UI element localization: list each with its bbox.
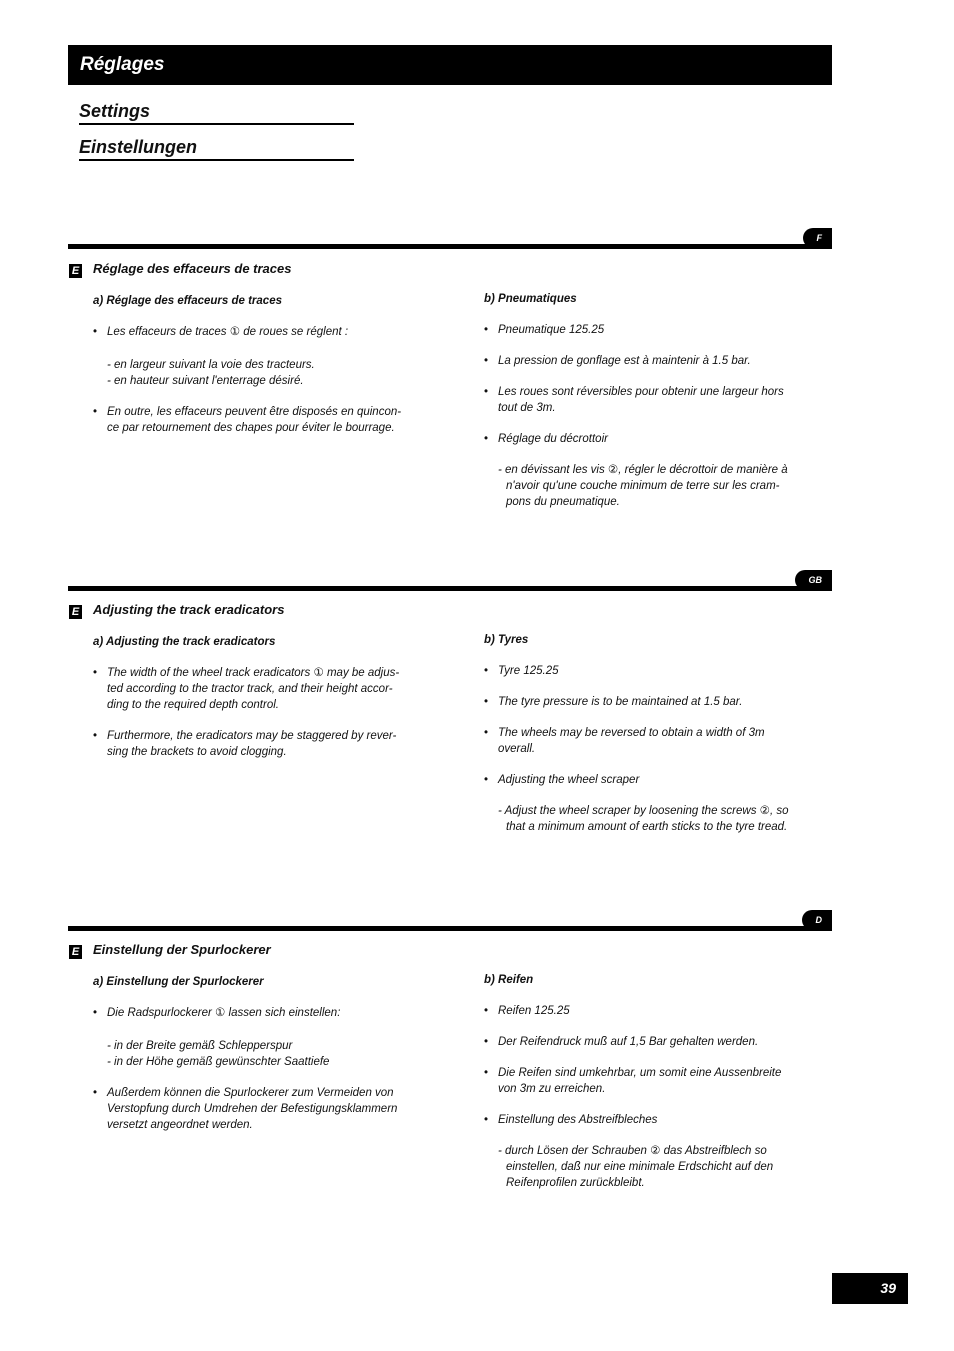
section-rule	[68, 926, 832, 931]
sub-heading: a) Einstellung der Spurlockerer	[93, 976, 264, 988]
sub-heading: b) Pneumatiques	[484, 293, 577, 305]
left-column	[93, 634, 423, 760]
section-marker: E	[69, 945, 82, 959]
dash-list: - en largeur suivant la voie des tracteurs. - en hauteur suivant l'enterrage désiré.	[107, 359, 315, 387]
list-item: • Tyre 125.25	[484, 663, 824, 679]
list-item: • Les effaceurs de traces ① de roues se réglent :	[93, 324, 423, 340]
list-item: • Adjusting the wheel scraper	[484, 772, 824, 788]
list-item: • The width of the wheel track eradicators ① may be adjus- ted according to the tractor track, and their height accor- ding to the required depth control.	[93, 665, 423, 713]
dash-list: - en dévissant les vis ②, régler le décrottoir de manière à n'avoir qu'une couche minimum de terre sur les cram- pons du pneumatique.	[498, 464, 788, 508]
list-item: • Réglage du décrottoir	[484, 431, 824, 447]
list-item: • The tyre pressure is to be maintained at 1.5 bar.	[484, 694, 824, 710]
right-column	[484, 972, 824, 1191]
sub-heading: b) Tyres	[484, 634, 529, 646]
section-heading: Réglage des effaceurs de traces	[93, 261, 292, 276]
list-item: • Les roues sont réversibles pour obtenir une largeur hors tout de 3m.	[484, 384, 824, 416]
section-rule	[68, 244, 832, 249]
page-number: 39	[832, 1273, 908, 1304]
section-rule	[68, 586, 832, 591]
list-item: • Der Reifendruck muß auf 1,5 Bar gehalten werden.	[484, 1034, 824, 1050]
section-marker: E	[69, 264, 82, 278]
sub-heading: a) Réglage des effaceurs de traces	[93, 295, 282, 307]
section-heading: Adjusting the track eradicators	[93, 602, 285, 617]
left-column	[93, 293, 423, 436]
right-column	[484, 291, 824, 510]
list-item: • The wheels may be reversed to obtain a width of 3m overall.	[484, 725, 824, 757]
list-item: • Die Radspurlockerer ① lassen sich einstellen:	[93, 1005, 423, 1021]
sub-heading: a) Adjusting the track eradicators	[93, 636, 276, 648]
list-item: • Außerdem können die Spurlockerer zum Vermeiden von Verstopfung durch Umdrehen der Befestigungsklammern versetzt angeordnet werden.	[93, 1085, 423, 1133]
list-item: • Die Reifen sind umkehrbar, um somit eine Aussenbreite von 3m zu erreichen.	[484, 1065, 824, 1097]
dash-list: - durch Lösen der Schrauben ② das Abstreifblech so einstellen, daß nur eine minimale Erdschicht auf den Reifenprofilen zurückbleibt.	[498, 1145, 774, 1189]
section-heading: Einstellung der Spurlockerer	[93, 942, 271, 957]
sub-heading: b) Reifen	[484, 974, 534, 986]
section-marker: E	[69, 605, 82, 619]
subtitle-einstellungen: Einstellungen	[79, 136, 354, 161]
title-bar	[68, 45, 832, 85]
left-column	[93, 974, 423, 1133]
list-item: • En outre, les effaceurs peuvent être disposés en quincon- ce par retournement des chapes pour éviter le bourrage.	[93, 404, 423, 436]
list-item: • Pneumatique 125.25	[484, 322, 824, 338]
dash-list: - Adjust the wheel scraper by loosening the screws ②, so that a minimum amount of earth sticks to the tyre tread.	[498, 805, 789, 833]
right-column	[484, 632, 824, 835]
language-badge: D	[802, 910, 833, 930]
list-item: • Einstellung des Abstreifbleches	[484, 1112, 824, 1128]
list-item: • Furthermore, the eradicators may be staggered by rever- sing the brackets to avoid clogging.	[93, 728, 423, 760]
page-title: Réglages	[80, 54, 165, 75]
dash-list: - in der Breite gemäß Schlepperspur - in der Höhe gemäß gewünschter Saattiefe	[107, 1040, 330, 1068]
subtitle-settings: Settings	[79, 100, 354, 125]
language-badge: GB	[795, 570, 833, 590]
language-badge: F	[803, 228, 833, 248]
list-item: • La pression de gonflage est à maintenir à 1.5 bar.	[484, 353, 824, 369]
list-item: • Reifen 125.25	[484, 1003, 824, 1019]
